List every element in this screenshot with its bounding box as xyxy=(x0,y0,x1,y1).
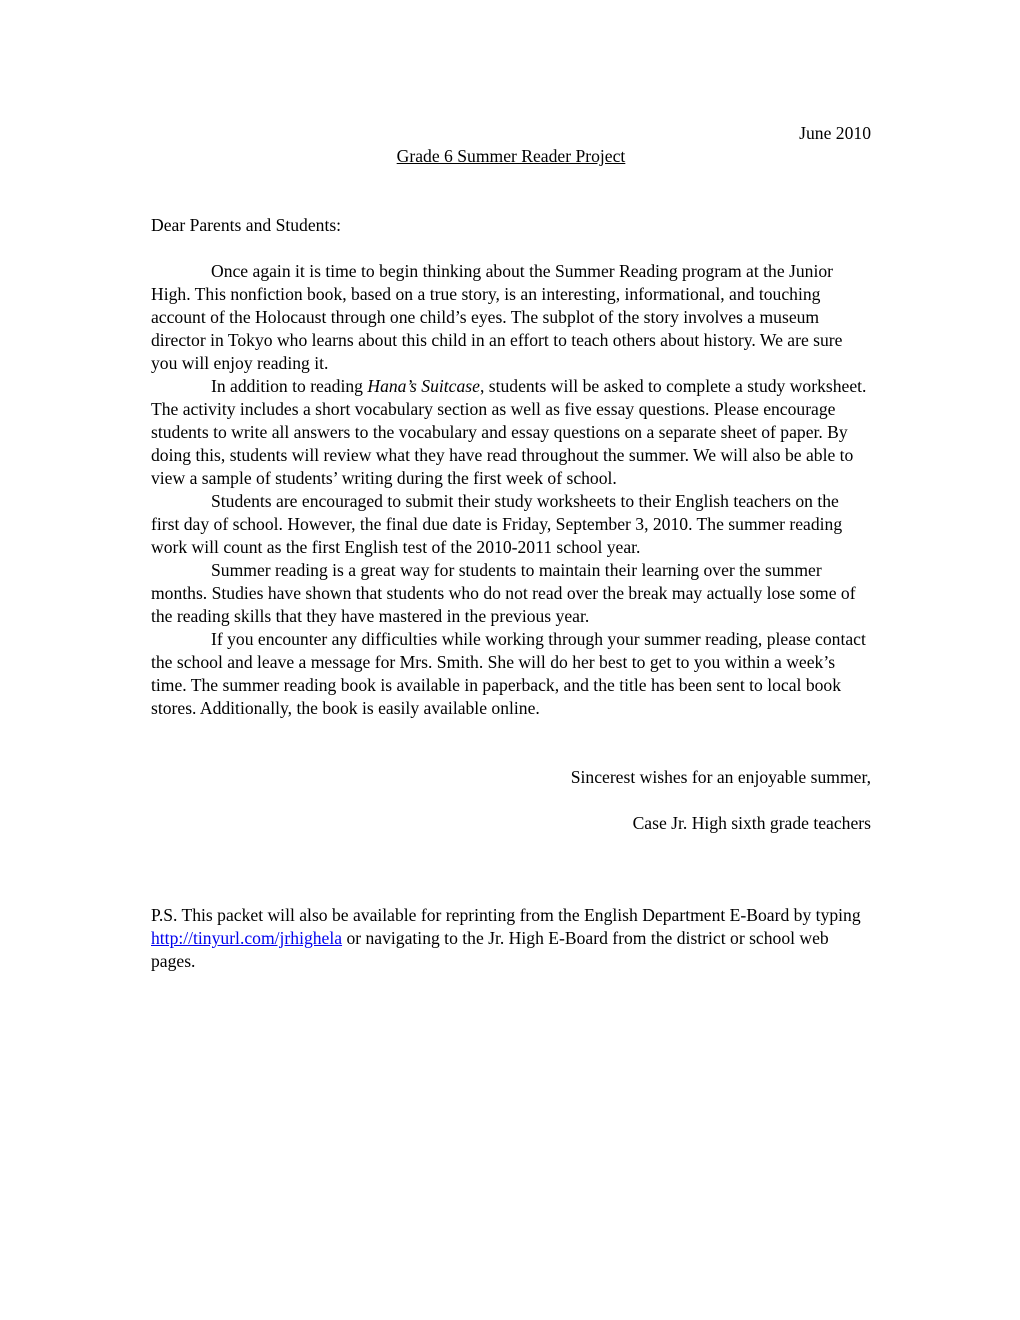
postscript-rest: or navigating to the Jr. High E-Board from the district or school web pages. xyxy=(151,928,829,971)
paragraph-intro: Once again it is time to begin thinking about the Summer Reading program at the Junior High. This nonfiction book, based on a true story, is an interesting, informational, and touching account of the Holocaust through one child’s eyes. The subplot of the story involves a museum director in Tokyo who learns about this child in an effort to teach others about history. We are sure you will enjoy reading it. xyxy=(151,261,843,373)
page-title xyxy=(151,145,871,168)
signature: Case Jr. High sixth grade teachers xyxy=(632,813,871,833)
eboard-link[interactable]: http://tinyurl.com/jrhighela xyxy=(151,928,343,948)
postscript xyxy=(151,904,871,973)
paragraph-worksheet-lead: In addition to reading xyxy=(211,376,368,396)
paragraph-benefits: Summer reading is a great way for students to maintain their learning over the summer months. Studies have shown that students who do not read over the break may actually lose some of the reading skills that they have mastered in the previous year. xyxy=(151,560,856,626)
paragraph-worksheet-rest: , students will be asked to complete a study worksheet. The activity includes a short vocabulary section as well as five essay questions. Please encourage students to write all answers to the vocabulary and essay questions on a separate sheet of paper. By doing this, students will review what they have read throughout the summer. We will also be able to view a sample of students’ writing during the first week of school. xyxy=(151,376,867,488)
paragraph-due-date: Students are encouraged to submit their study worksheets to their English teachers on the first day of school. However, the final due date is Friday, September 3, 2010. The summer reading work will count as the first English test of the 2010-2011 school year. xyxy=(151,491,843,557)
closing: Sincerest wishes for an enjoyable summer, xyxy=(570,767,871,787)
book-title: Hana’s Suitcase xyxy=(367,376,480,396)
page-title-text: Grade 6 Summer Reader Project xyxy=(396,146,626,166)
letter-date: June 2010 xyxy=(799,123,871,143)
letter-body xyxy=(151,260,871,720)
paragraph-contact: If you encounter any difficulties while working through your summer reading, please contact the school and leave a message for Mrs. Smith. She will do her best to get to you within a week’s time. The summer reading book is available in paperback, and the title has been sent to local book stores. Additionally, the book is easily available online. xyxy=(151,629,866,718)
postscript-lead: P.S. This packet will also be available for reprinting from the English Department E-Board by typing xyxy=(151,905,861,925)
paragraph-worksheet xyxy=(151,375,871,490)
letter-page xyxy=(151,0,871,1320)
salutation: Dear Parents and Students: xyxy=(151,215,342,235)
